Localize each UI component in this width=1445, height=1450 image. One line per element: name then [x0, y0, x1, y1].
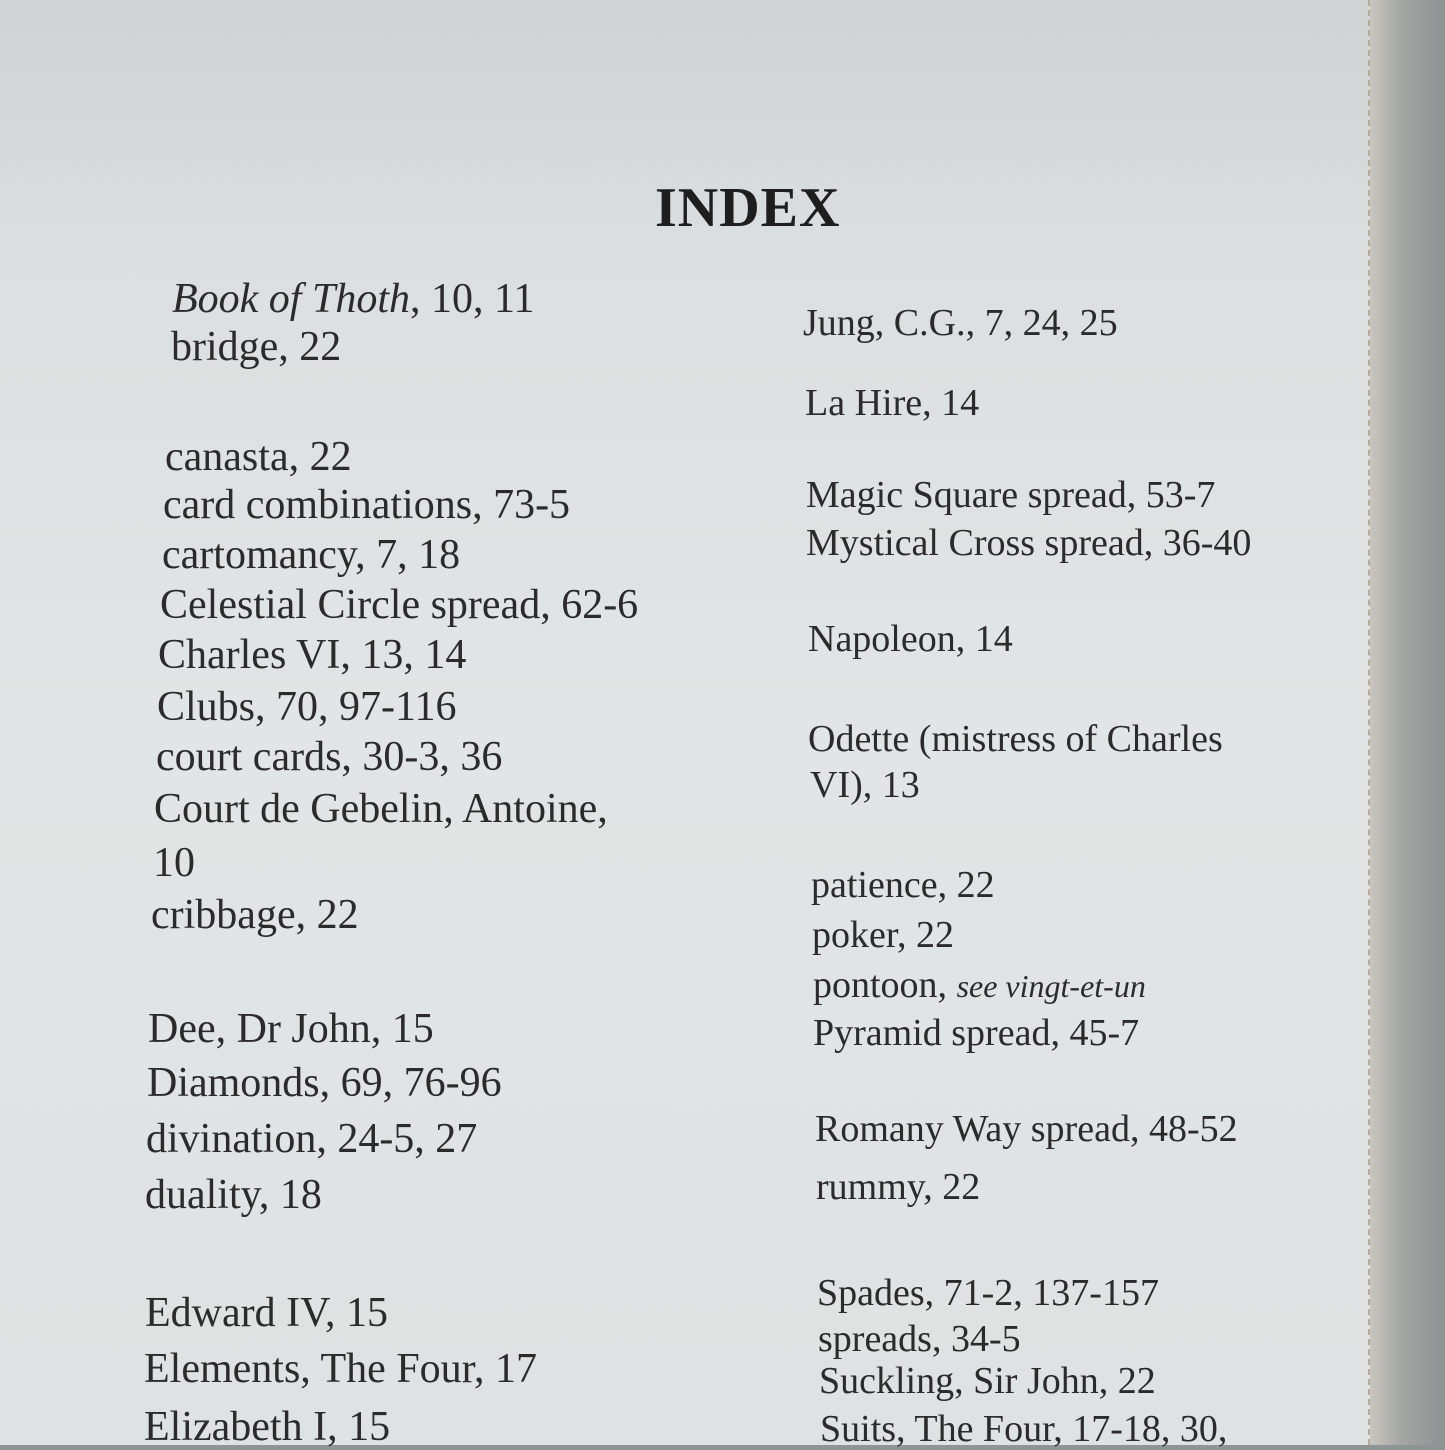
index-entry [813, 966, 1146, 1004]
index-entry: Elizabeth I, 15 [144, 1404, 391, 1450]
index-entry: spreads, 34-5 [818, 1318, 1021, 1360]
index-entry: Dee, Dr John, 15 [148, 1006, 434, 1052]
index-entry: Edward IV, 15 [145, 1290, 389, 1336]
index-title: INDEX [655, 177, 841, 239]
entry-refs: , 10, 11 [410, 276, 535, 322]
index-entry: Suits, The Four, 17-18, 30, [820, 1408, 1228, 1450]
page-edge [1370, 0, 1445, 1445]
index-entry: Odette (mistress of Charles [808, 718, 1223, 760]
index-entry: Pyramid spread, 45-7 [813, 1012, 1140, 1054]
index-entry: patience, 22 [811, 864, 995, 906]
index-entry: 10 [153, 840, 195, 886]
index-entry: Spades, 71-2, 137-157 [817, 1272, 1159, 1314]
index-entry: Suckling, Sir John, 22 [819, 1360, 1156, 1402]
index-entry: bridge, 22 [171, 324, 342, 370]
index-entry: poker, 22 [812, 914, 954, 956]
index-entry: duality, 18 [145, 1172, 322, 1218]
index-entry: Charles VI, 13, 14 [158, 632, 467, 678]
index-entry: cartomancy, 7, 18 [162, 532, 461, 578]
index-entry: Jung, C.G., 7, 24, 25 [803, 302, 1118, 344]
index-entry: La Hire, 14 [805, 382, 980, 424]
index-entry: divination, 24-5, 27 [146, 1116, 478, 1162]
entry-term: pontoon, [813, 964, 957, 1006]
entry-term-italic: Book of Thoth [172, 276, 410, 322]
index-entry: Mystical Cross spread, 36-40 [806, 522, 1252, 564]
index-entry: Clubs, 70, 97-116 [157, 684, 457, 730]
index-entry: cribbage, 22 [151, 892, 359, 938]
index-entry: Elements, The Four, 17 [144, 1346, 537, 1392]
index-entry: Napoleon, 14 [808, 618, 1013, 660]
index-entry: card combinations, 73-5 [163, 482, 571, 528]
index-entry: court cards, 30-3, 36 [156, 734, 503, 780]
index-entry: Diamonds, 69, 76-96 [147, 1060, 502, 1106]
index-entry: rummy, 22 [816, 1166, 981, 1208]
index-entry: Celestial Circle spread, 62-6 [160, 582, 639, 628]
index-entry: canasta, 22 [165, 434, 352, 480]
index-entry: VI), 13 [810, 764, 920, 806]
entry-see-reference: see vingt-et-un [956, 968, 1146, 1004]
index-entry: Magic Square spread, 53-7 [806, 474, 1216, 516]
index-entry: Romany Way spread, 48-52 [815, 1108, 1238, 1150]
index-entry [172, 278, 534, 320]
index-entry: Court de Gebelin, Antoine, [154, 786, 608, 832]
